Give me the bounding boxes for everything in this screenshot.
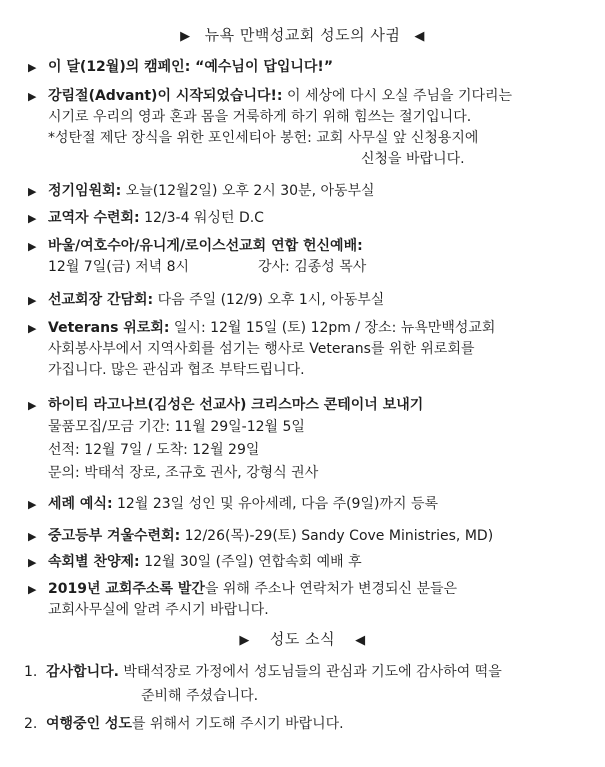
item-number: 1. [24, 664, 38, 680]
item-heading: 중고등부 겨울수련회: [48, 528, 181, 544]
bullet-icon: ▶ [28, 583, 37, 596]
item-heading: Veterans 위로회: [48, 320, 170, 336]
item-heading: 하이티 라고나브(김성은 선교사) 크리스마스 콘테이너 보내기 [48, 397, 424, 413]
item-number: 2. [24, 716, 38, 732]
right-triangle-icon: ▶ [239, 633, 250, 648]
bullet-icon: ▶ [28, 185, 37, 198]
list-item: ▶ Veterans 위로회: 일시: 12월 15일 (토) 12pm / 장소: 뉴욕만백성교회 사회봉사부에서 지역사회를 섬기는 행사로 Veterans를 위한 위로회를 가집니다. 많은 관심과 협조 부탁드립니다. [28, 320, 496, 378]
left-triangle-icon: ◀ [414, 29, 425, 44]
bullet-icon: ▶ [28, 556, 37, 569]
bullet-icon: ▶ [28, 90, 37, 103]
item-heading: 2019년 교회주소록 발간 [48, 581, 205, 597]
bullet-icon: ▶ [28, 498, 37, 511]
news-item: 1. 감사합니다. 박태석장로 가정에서 성도님들의 관심과 기도에 감사하여 떡을 준비해 주셨습니다. [24, 660, 594, 708]
item-heading: 속회별 찬양제: [48, 554, 140, 570]
list-item: ▶ 중고등부 겨울수련회: 12/26(목)-29(토) Sandy Cove Ministries, MD) [28, 526, 593, 547]
bullet-icon: ▶ [28, 322, 37, 335]
news-item: 2. 여행중인 성도를 위해서 기도해 주시기 바랍니다. [24, 712, 594, 736]
item-heading: 선교회장 간담회: [48, 292, 154, 308]
list-item: ▶ 강림절(Advant)이 시작되었습니다!: 이 세상에 다시 오실 주님을 기다리는 시기로 우리의 영과 혼과 몸을 거룩하게 하기 위해 힘쓰는 절기입니다. *성탄절 제단 장식을 위한 포인세티아 봉헌: 교회 사무실 앞 신청용지에 신청을 바랍니다. [28, 88, 513, 167]
item-heading: 감사합니다. [46, 664, 119, 680]
item-heading: 이 달(12월)의 캠페인: “예수님이 답입니다!” [48, 59, 334, 75]
item-heading: 교역자 수련회: [48, 210, 140, 226]
item-heading: 여행중인 성도 [46, 716, 133, 732]
item-heading: 바울/여호수아/유니게/로이스선교회 연합 헌신예배: [48, 238, 363, 254]
bullet-icon: ▶ [28, 530, 37, 543]
right-triangle-icon: ▶ [180, 29, 191, 44]
section-header-fellowship [0, 24, 605, 45]
list-item: ▶ 2019년 교회주소록 발간을 위해 주소나 연락처가 변경되신 분들은 교회사무실에 알려 주시기 바랍니다. [28, 581, 458, 618]
list-item [28, 57, 593, 78]
list-item: ▶ 세례 예식: 12월 23일 성인 및 유아세례, 다음 주(9일)까지 등록 [28, 494, 593, 515]
section-title: 성도 소식 [269, 630, 336, 648]
list-item: ▶ 바울/여호수아/유니게/로이스선교회 연합 헌신예배: 12월 7일(금) 저녁 8시 강사: 김종성 목사 [28, 238, 367, 275]
list-item: ▶ 교역자 수련회: 12/3-4 워싱턴 D.C [28, 208, 593, 229]
list-item: ▶ 하이티 라고나브(김성은 선교사) 크리스마스 콘테이너 보내기 물품모집/모금 기간: 11월 29일-12월 5일 선적: 12월 7일 / 도착: 12월 29일 문의: 박태석 장로, 조규호 권사, 강형식 권사 [28, 397, 424, 481]
bullet-icon: ▶ [28, 240, 37, 253]
section-header-member-news [0, 628, 605, 649]
left-triangle-icon: ◀ [355, 633, 366, 648]
section-title: 뉴욕 만백성교회 성도의 사귐 [204, 26, 401, 44]
item-heading: 정기임원회: [48, 183, 122, 199]
bullet-icon: ▶ [28, 212, 37, 225]
item-heading: 세례 예식: [48, 496, 113, 512]
list-item: ▶ 정기임원회: 오늘(12월2일) 오후 2시 30분, 아동부실 [28, 181, 593, 202]
bullet-icon: ▶ [28, 399, 37, 412]
list-item: ▶ 선교회장 간담회: 다음 주일 (12/9) 오후 1시, 아동부실 [28, 290, 593, 311]
item-heading: 강림절(Advant)이 시작되었습니다!: [48, 88, 283, 104]
list-item: ▶ 속회별 찬양제: 12월 30일 (주일) 연합속회 예배 후 [28, 552, 593, 573]
bullet-icon: ▶ [28, 61, 37, 74]
bullet-icon: ▶ [28, 294, 37, 307]
